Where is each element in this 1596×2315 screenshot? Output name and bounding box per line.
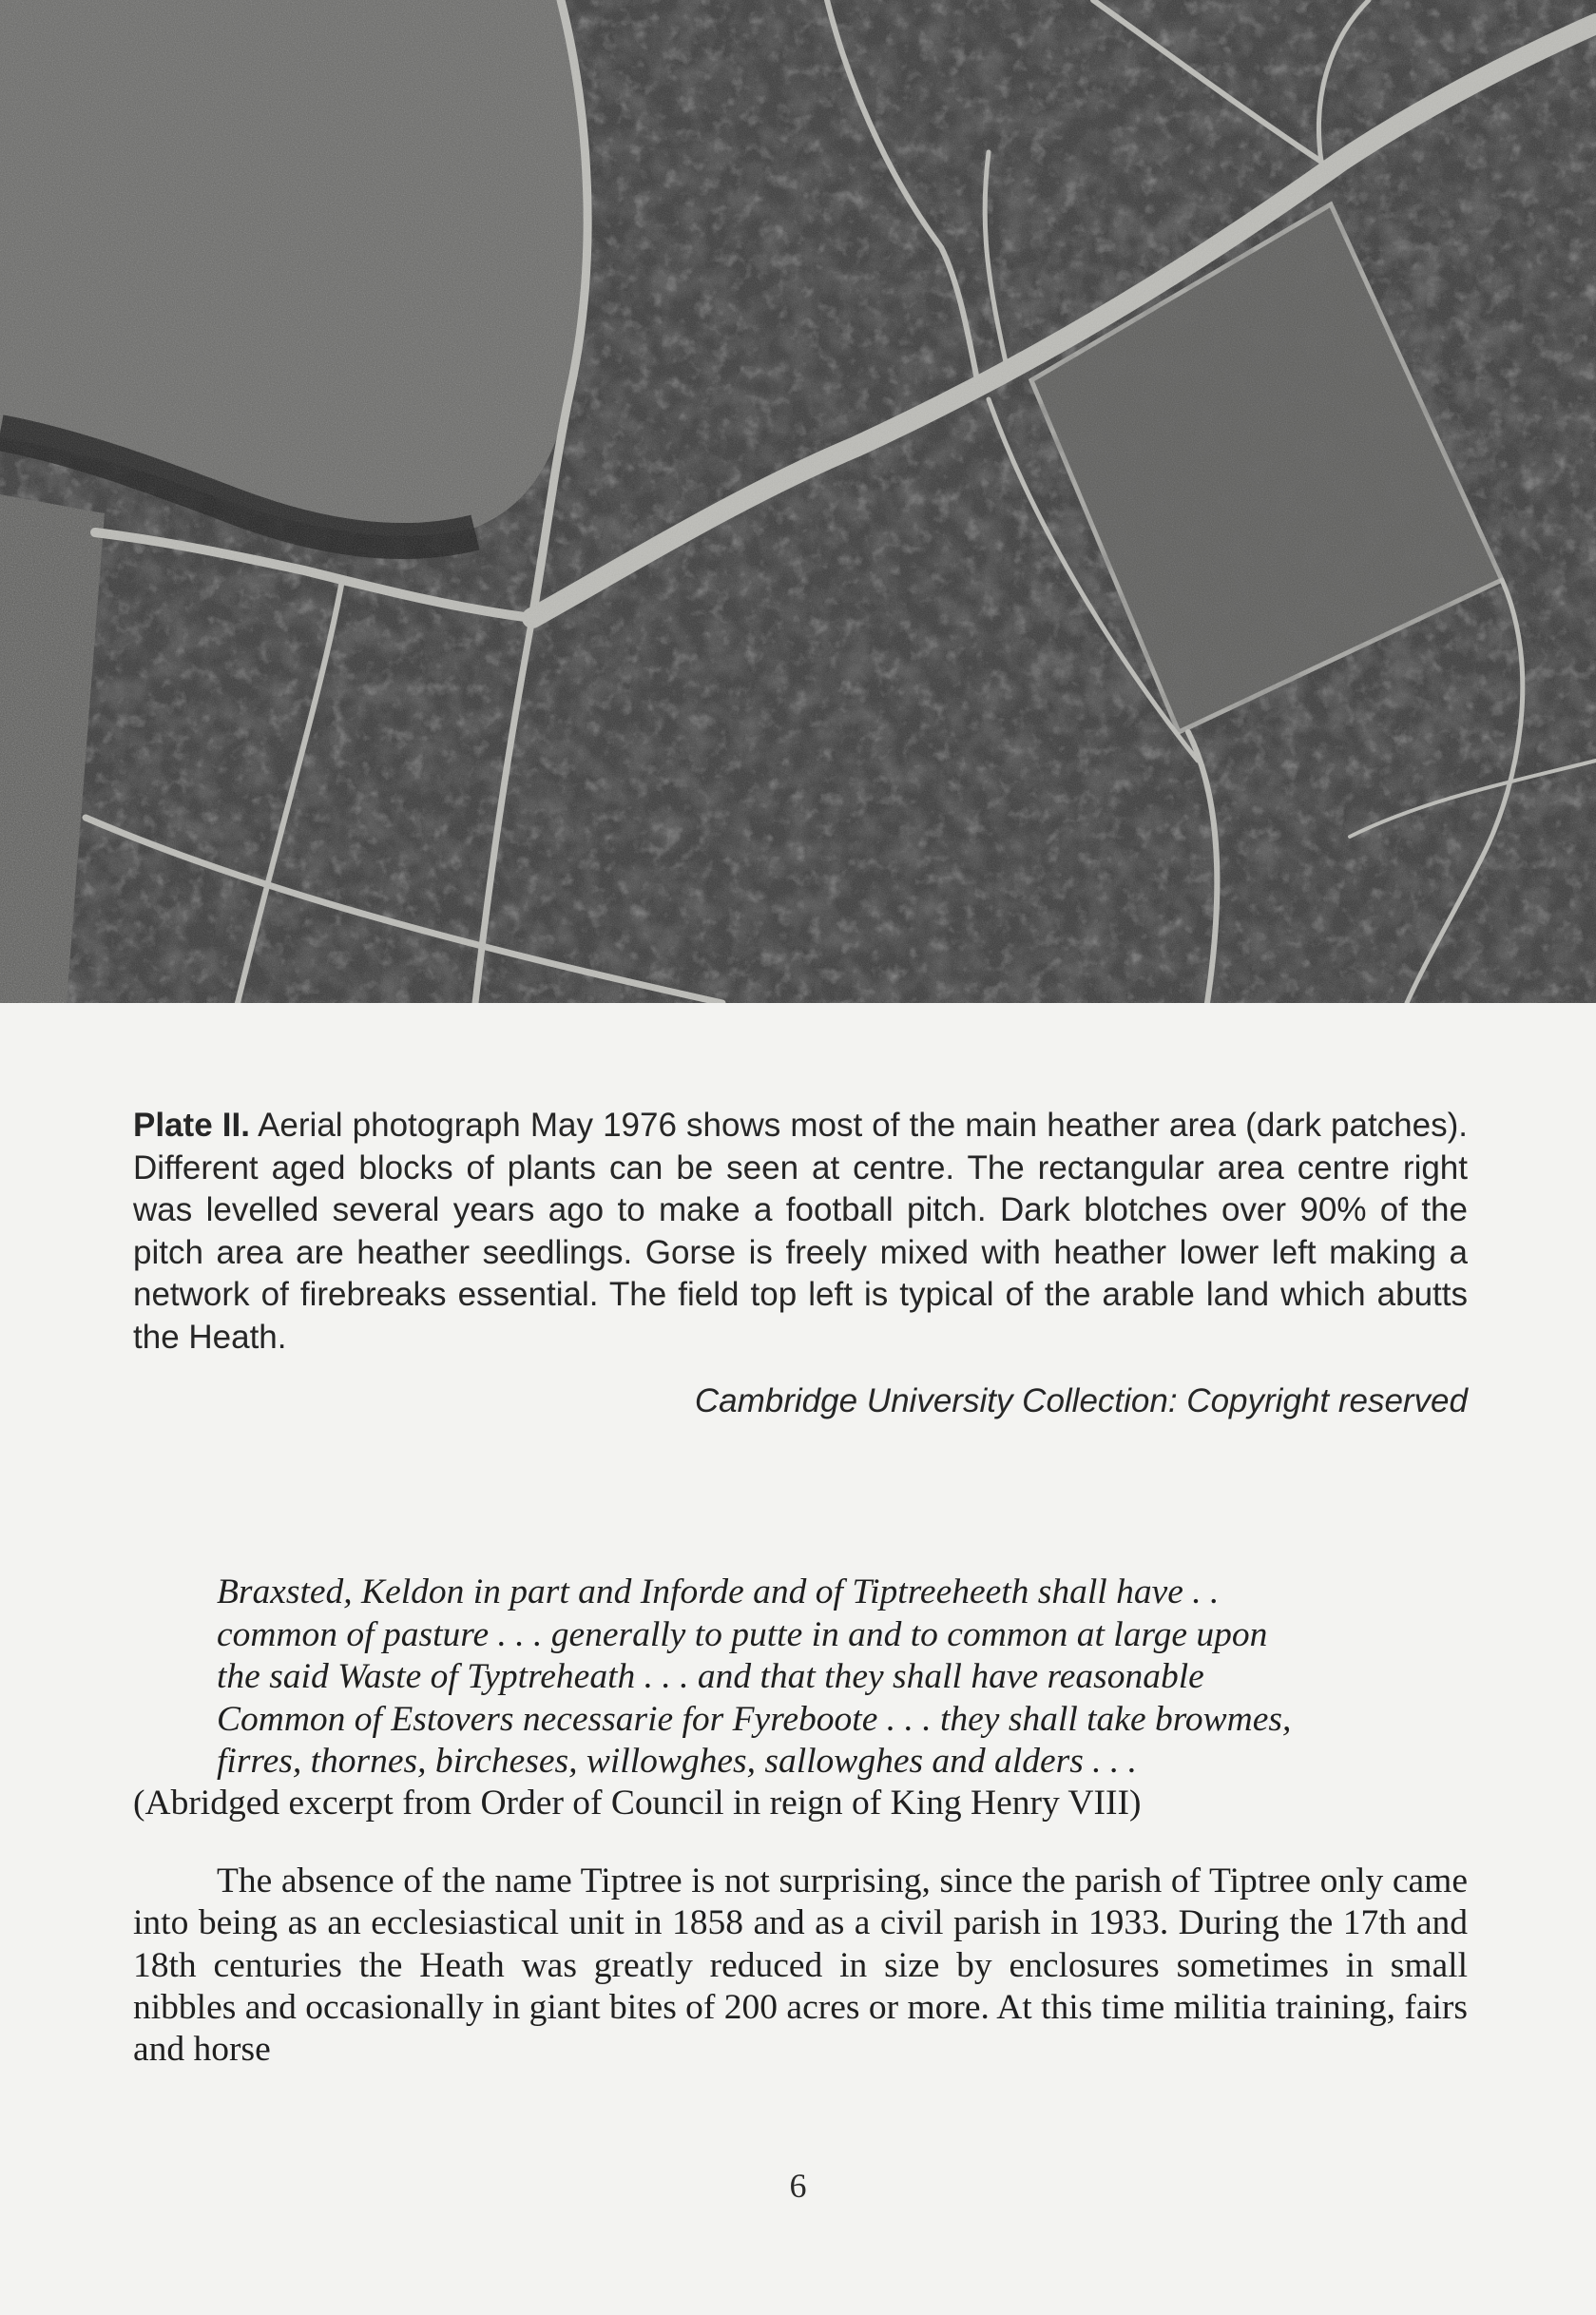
quote-line: Braxsted, Keldon in part and Inforde and of Tiptreeheeth shall have . . [217, 1572, 1220, 1611]
page-number: 6 [789, 2167, 807, 2205]
quote-source: (Abridged excerpt from Order of Council in reign of King Henry VIII) [133, 1784, 1142, 1823]
plate-label: Plate II. [133, 1107, 250, 1144]
plate-caption [133, 1105, 1468, 1359]
caption-text: Aerial photograph May 1976 shows most of the main heather area (dark patches). Different aged blocks of plants can be seen at centre. The rectangular area centre right was levelled several years ago to make a football pitch. Dark blotches over 90% of the pitch area are heather seedlings. Gorse is freely mixed with heather lower left making a network of firebreaks essential. The field top left is typical of the arable land which abutts the Heath. [133, 1107, 1468, 1356]
photo-credit: Cambridge University Collection: Copyright reserved [694, 1382, 1468, 1419]
quote-line: Common of Estovers necessarie for Fyreboote . . . they shall take browmes, [217, 1699, 1292, 1739]
quotation-block [217, 1572, 1468, 1784]
quote-line: the said Waste of Typtreheath . . . and that they shall have reasonable [217, 1657, 1204, 1696]
quote-line: common of pasture . . . generally to putte in and to common at large upon [217, 1614, 1268, 1654]
quote-line: firres, thornes, bircheses, willowghes, sallowghes and alders . . . [217, 1742, 1138, 1781]
aerial-photograph [0, 0, 1596, 1003]
body-paragraph: The absence of the name Tiptree is not surprising, since the parish of Tiptree only came into being as an ecclesiastical unit in 1858 and as a civil parish in 1933. During the 17th and 18th centuries the Heath was greatly reduced in size by enclosures sometimes in small nibbles and occasionally in giant bites of 200 acres or more. At this time militia training, fairs and horse [133, 1862, 1468, 2070]
